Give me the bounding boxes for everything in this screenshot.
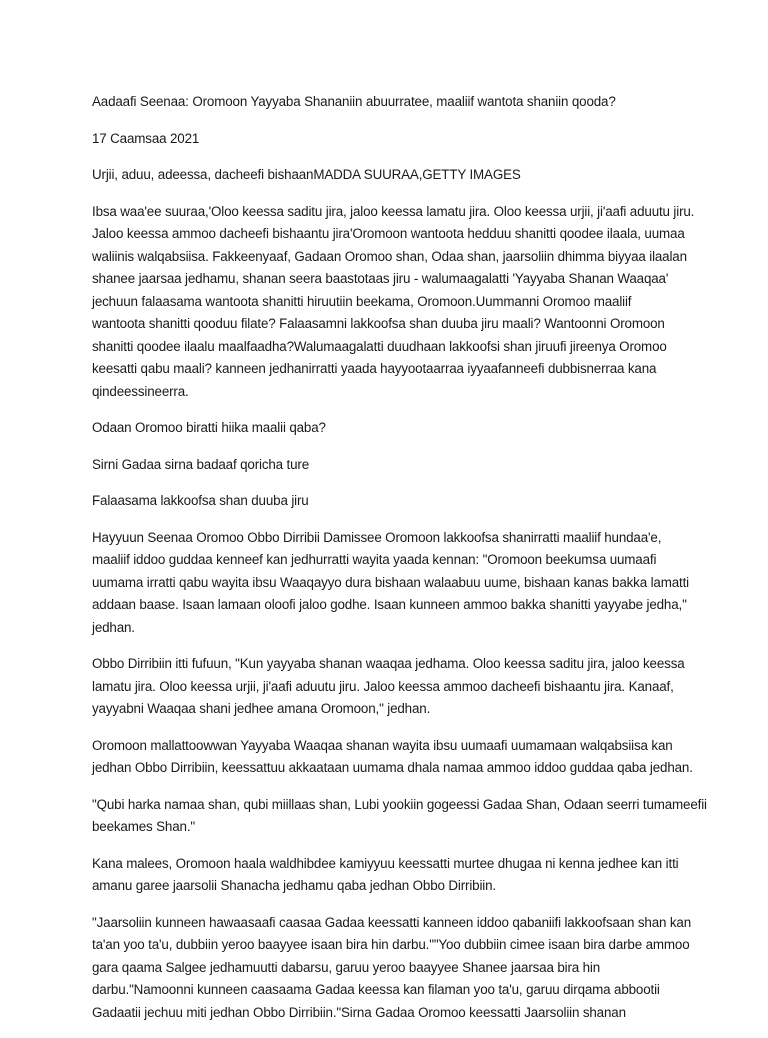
text-line: shanee jaarsaa jedhamu, shanan seera baastotaas jiru - walumaagalatti 'Yayyaba Shanan Waaqaa' (92, 271, 669, 286)
text-line: amanu garee jaarsolii Shanacha jedhamu qaba jedhan Obbo Dirribiin. (92, 878, 496, 893)
text-line: qindeessineerra. (92, 383, 189, 399)
paragraph (92, 912, 692, 1025)
text-line: waliinis walqabsiisa. Fakkeenyaaf, Gadaan Oromoo shan, Odaa shan, jaarsoliin dhimma biyyaa ilaalan (92, 248, 687, 264)
text-line: Gadaatii jechuu miti jedhan Obbo Dirribiin."Sirna Gadaa Oromoo keessatti Jaarsoliin shanan (92, 1004, 626, 1020)
paragraph (92, 794, 707, 839)
text-line: maaliif iddoo guddaa kenneef kan jedhurratti wayita yaada kennan: "Oromoon beekumsa uumaafi (92, 552, 657, 567)
text-line: keesatti qabu maali? kanneen jedhanirratti yaada hayyootaarraa iyyaafanneefi dubbisnerraa kana (92, 361, 657, 376)
article-date: 17 Caamsaa 2021 (92, 130, 200, 146)
text-line: darbu."Namoonni kunneen caasaama Gadaa keessa kan filaman yoo ta'u, garuu dirqama abbootii (92, 982, 660, 997)
text-line: Jaloo keessa ammoo dacheefi bishaantu jira'Oromoon wantoota hedduu shanitti qoodee ilaala, uumaa (92, 226, 685, 241)
article-title: Aadaafi Seenaa: Oromoon Yayyaba Shananiin abuurratee, maaliif wantota shaniin qooda? (92, 94, 616, 109)
paragraph (92, 454, 692, 477)
paragraph (92, 853, 692, 898)
text-line: yayyabni Waaqaa shani jedhee amana Oromoon," jedhan. (92, 701, 431, 716)
text-line: Sirni Gadaa sirna badaaf qoricha ture (92, 456, 310, 472)
text-line: Ibsa waa'ee suuraa,'Oloo keessa saditu jira, jaloo keessa lamatu jira. Oloo keessa urjii, ji'aafi aduutu jiru. (92, 203, 695, 219)
text-line: Kana malees, Oromoon haala waldhibdee kamiyyuu keessatti murtee dhugaa ni kenna jedhee kan itti (92, 855, 679, 871)
text-line: "Jaarsoliin kunneen hawaasaafi caasaa Gadaa keessatti kanneen iddoo qabaniifi lakkoofsaan shan kan (92, 914, 692, 930)
text-line: jechuun falaasama wantoota shanitti hiruutiin beekama, Oromoon.Uummanni Oromoo maaliif (92, 293, 632, 309)
text-line: addaan baase. Isaan lamaan oloofi jaloo godhe. Isaan kunneen ammoo bakka shanitti yayyabe jedha," (92, 597, 687, 612)
text-line: uumama irratti qabu wayita ibsu Waaqayyo dura bishaan walaabuu uume, bishaan kanas bakka lamatti (92, 574, 689, 590)
paragraph (92, 527, 692, 640)
paragraph-list (92, 201, 707, 1025)
paragraph (92, 653, 692, 721)
text-line: wantoota shanitti qooduu filate? Falaasamni lakkoofsa shan duuba jiru maali? Wantoonni Oromoon (92, 316, 665, 331)
text-line: lamatu jira. Oloo keessa urjii, ji'aafi aduutu jiru. Jaloo keessa ammoo dacheefi bishaantu jira. Kanaaf, (92, 678, 674, 694)
text-line: Hayyuun Seenaa Oromoo Obbo Dirribii Damissee Oromoon lakkoofsa shanirratti maaliif hundaa'e, (92, 529, 662, 545)
text-line: beekames Shan." (92, 819, 195, 834)
text-line: Falaasama lakkoofsa shan duuba jiru (92, 493, 309, 508)
text-line: ta'an yoo ta'u, dubbiin yeroo baayyee isaan bira hin darbu.""Yoo dubbiin cimee isaan bira darbe ammoo (92, 937, 690, 952)
text-line: shanitti qoodee ilaalu maalfaadha?Walumaagalatti duudhaan lakkoofsi shan jiruufi jireenya Oromoo (92, 338, 667, 354)
paragraph (92, 417, 692, 440)
text-line: Odaan Oromoo biratti hiika maalii qaba? (92, 420, 326, 435)
text-line: Oromoon mallattoowwan Yayyaba Waaqaa shanan wayita ibsu uumaafi uumamaan walqabsiisa kan (92, 737, 673, 753)
text-line: jedhan Obbo Dirribiin, keessattuu akkaataan uumama dhala namaa ammoo iddoo guddaa qaba jedhan. (92, 760, 693, 775)
paragraph (92, 735, 692, 780)
article-body (92, 91, 707, 1038)
paragraph (92, 201, 695, 404)
text-line: Obbo Dirribiin itti fufuun, "Kun yayyaba shanan waaqaa jedhama. Oloo keessa saditu jira, jaloo keessa (92, 656, 685, 671)
image-caption: Urjii, aduu, adeessa, dacheefi bishaanMADDA SUURAA,GETTY IMAGES (92, 167, 521, 182)
paragraph (92, 490, 692, 513)
text-line: gara qaama Salgee jedhamuutti dabarsu, garuu yeroo baayyee Shanee jaarsaa bira hin (92, 959, 601, 975)
text-line: "Qubi harka namaa shan, qubi miillaas shan, Lubi yookiin gogeessi Gadaa Shan, Odaan seerri tumameefii (92, 796, 707, 812)
text-line: jedhan. (92, 619, 135, 635)
